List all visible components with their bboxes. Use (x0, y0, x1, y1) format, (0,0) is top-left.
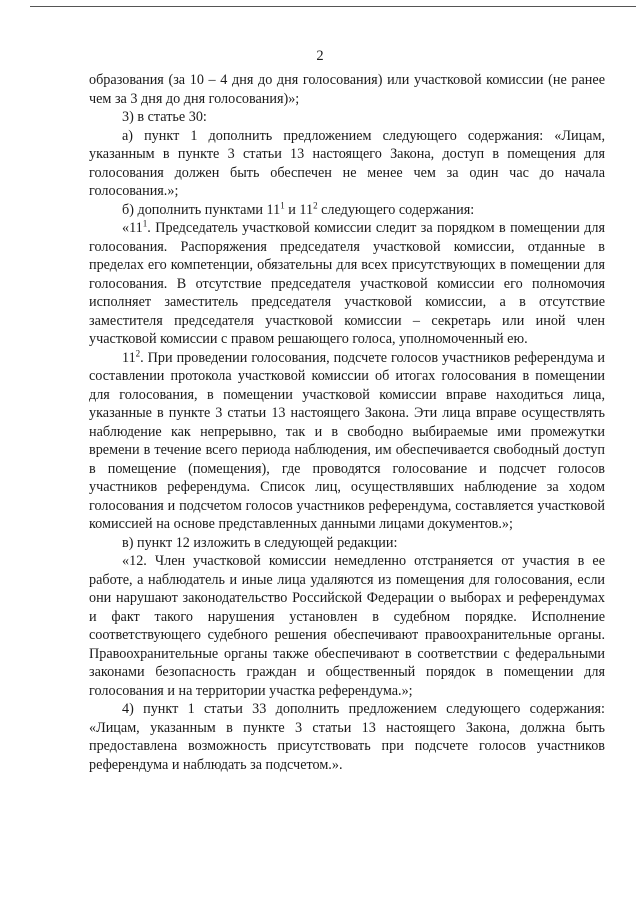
text-segment: «11 (122, 220, 143, 236)
text-segment: следующего содержания: (317, 201, 475, 218)
paragraph-item-a: а) пункт 1 дополнить предложением следующего содержания: «Лицам, указанным в пункте 3 статьи 13 настоящего Закона, доступ в помещения для голосования должен быть обеспечен не менее чем за один час до начала голосования.»; (89, 127, 605, 199)
scan-border-line (30, 6, 636, 7)
text-segment: . Председатель участковой комиссии следит за порядком в помещении для голосования. Распоряжения председателя участковой комиссии, отданные в пределах его компетенции, обязательны для всех присутствующих в помещении для голосования. В отсутствие председателя участковой комиссии его полномочия исполняет заместитель председателя участковой комиссии, а в отсутствие заместителя председателя участковой комиссии – секретарь или иной член участковой комиссии с правом решающего голоса, уполномоченный ею. (89, 220, 605, 347)
paragraph-point-11-1 (89, 219, 605, 349)
paragraph-item-4: 4) пункт 1 статьи 33 дополнить предложением следующего содержания: «Лицам, указанным в пункте 3 статьи 13 настоящего Закона, должна быть предоставлена возможность присутствовать при подсчете голосов участников референдума и наблюдать за подсчетом.». (89, 701, 605, 773)
superscript: 1 (142, 218, 148, 229)
page-number: 2 (316, 48, 324, 64)
paragraph-point-11-2 (89, 349, 605, 534)
superscript: 2 (135, 347, 141, 358)
paragraph-article-30: 3) в статье 30: (122, 109, 207, 125)
text-segment: . При проведении голосования, подсчете голосов участников референдума и составлении протокола участковой комиссии об итогах голосования в помещении для голосования, в помещении участковой комиссии вправе находиться лица, указанные в пункте 3 статьи 13 настоящего Закона. Эти лица вправе осуществлять наблюдение как непрерывно, так и в свободно выбираемые ими промежутки времени в течение всего периода наблюдения, им обеспечивается свободный доступ в помещение (помещения), где проводятся голосование и подсчет голосов участников референдума. Список лиц, осуществлявших наблюдение за ходом голосования и подсчетом голосов участников референдума, составляется участковой комиссией на основе представленных данными лицами документов.»; (89, 349, 605, 532)
text-segment: 11 (122, 349, 136, 366)
superscript: 2 (313, 199, 318, 210)
paragraph-item-v: в) пункт 12 изложить в следующей редакции: (122, 534, 398, 551)
paragraph-item-b (89, 201, 605, 220)
text-segment: б) дополнить пунктами 11 (122, 201, 281, 218)
paragraph-continuation: образования (за 10 – 4 дня до дня голосования) или участковой комиссии (не ранее чем за 3 дня до дня голосования)»; (89, 72, 605, 107)
text-segment: и 11 (284, 201, 314, 218)
paragraph-point-12: «12. Член участковой комиссии немедленно отстраняется от участия в ее работе, а наблюдатель и иные лица удаляются из помещения для голосования, если они нарушают законодательство Российской Федерации о выборах и референдумах и факт такого нарушения установлен в судебном порядке. Исполнение соответствующего судебного решения обеспечивают правоохранительные органы. Правоохранительные органы также обеспечивают в соответствии с федеральными законами безопасность граждан и общественный порядок в помещении для голосования и на территории участка референдума.»; (89, 553, 605, 699)
document-body (89, 71, 605, 774)
superscript: 1 (280, 199, 285, 210)
